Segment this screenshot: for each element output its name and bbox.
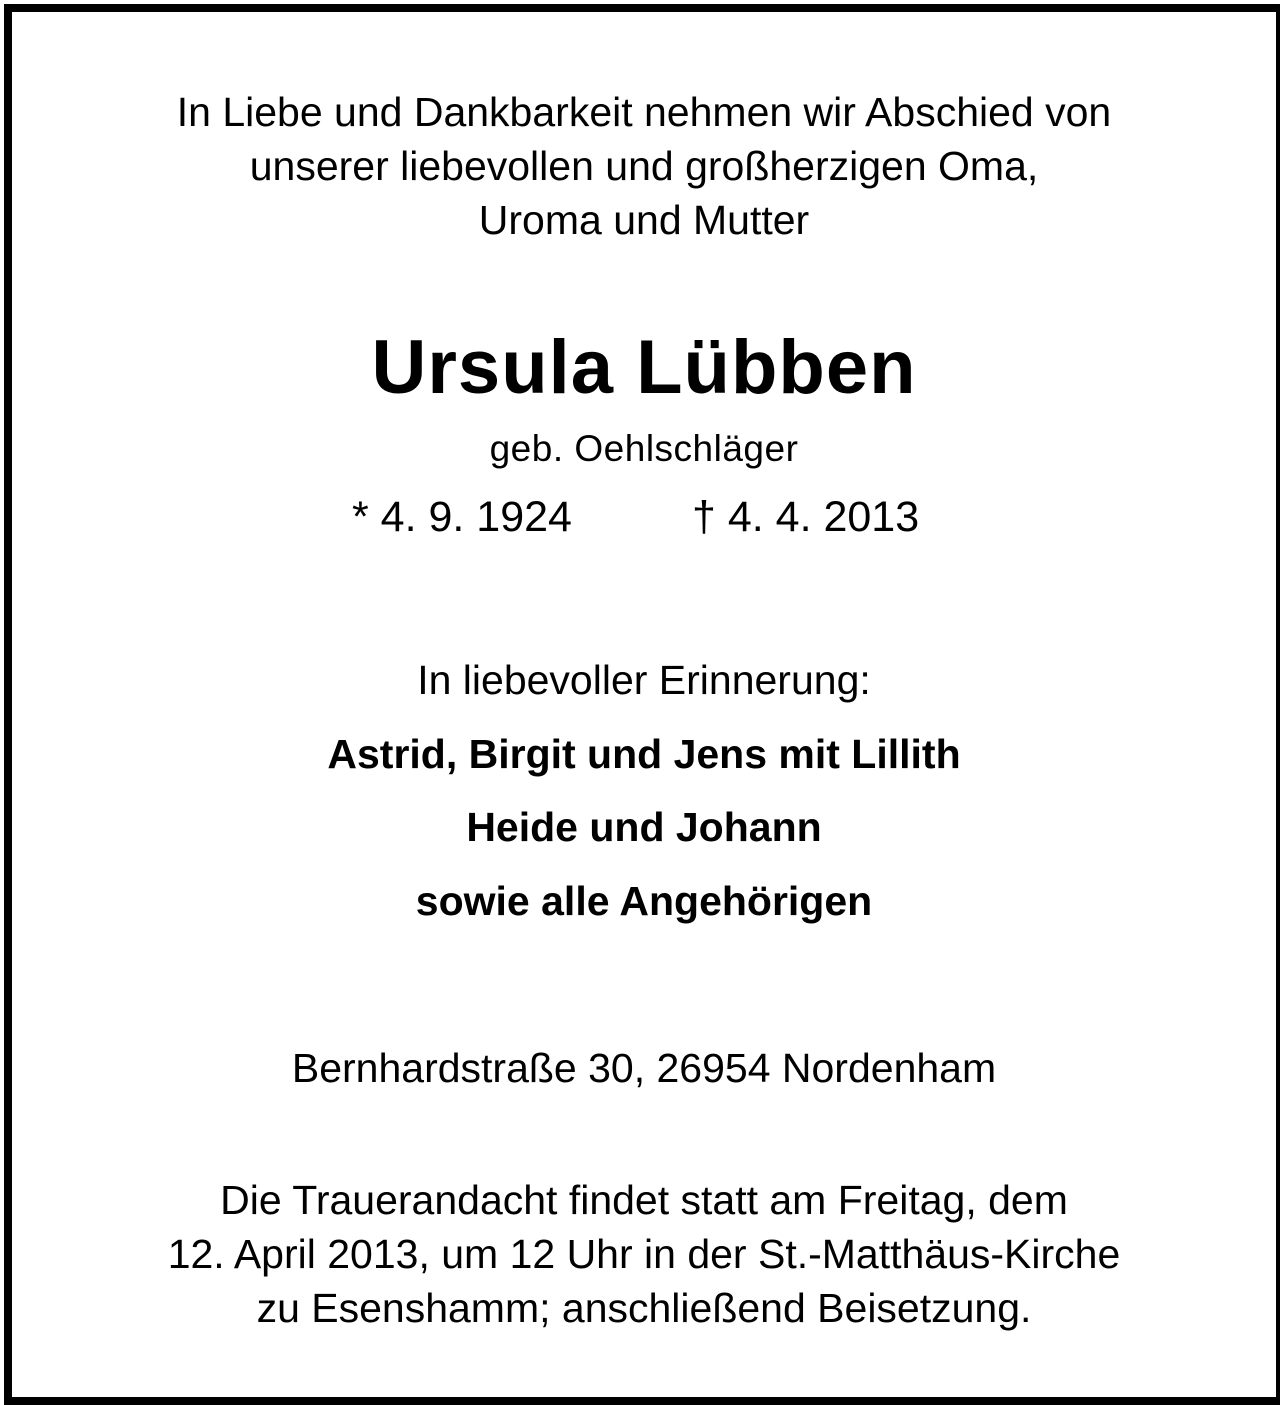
- maiden-name: geb. Oehlschläger: [489, 428, 799, 469]
- service-line-2: 12. April 2013, um 12 Uhr in der St.-Matthäus-Kirche: [167, 1231, 1121, 1277]
- mourner-line-3: sowie alle Angehörigen: [415, 878, 873, 924]
- remembrance-heading: In liebevoller Erinnerung:: [417, 657, 871, 703]
- mourner-line-1: Astrid, Birgit und Jens mit Lillith: [327, 731, 961, 777]
- obituary-notice: [4, 4, 1280, 1405]
- death-date: † 4. 4. 2013: [692, 493, 920, 541]
- intro-line-2: unserer liebevollen und großherzigen Oma,: [249, 143, 1039, 189]
- intro-line-1: In Liebe und Dankbarkeit nehmen wir Abschied von: [176, 89, 1112, 135]
- service-line-3: zu Esenshamm; anschließend Beisetzung.: [256, 1285, 1032, 1331]
- birth-date: * 4. 9. 1924: [352, 493, 572, 541]
- mourner-line-2: Heide und Johann: [466, 804, 822, 850]
- life-dates: [12, 493, 1276, 542]
- deceased-name: Ursula Lübben: [371, 325, 917, 410]
- intro-line-3: Uroma und Mutter: [478, 197, 810, 243]
- mourning-address: Bernhardstraße 30, 26954 Nordenham: [291, 1045, 997, 1091]
- service-line-1: Die Trauerandacht findet statt am Freitag, dem: [220, 1177, 1068, 1223]
